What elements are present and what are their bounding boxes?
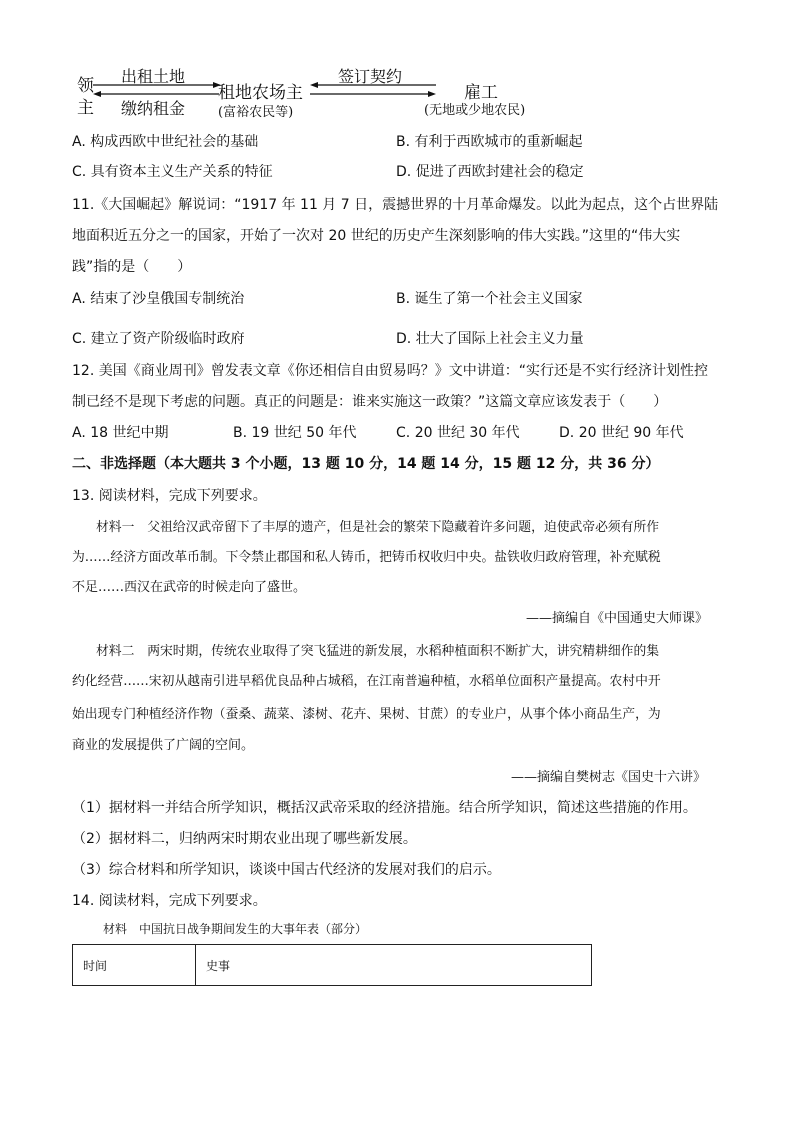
- hired-worker-label: 雇工: [464, 83, 498, 103]
- header-event: 史事: [196, 945, 592, 986]
- tenant-farmer-label: 租地农场主: [218, 83, 303, 103]
- q11-stem-line2: 地面积近五分之一的国家，开始了一次对 20 世纪的历史产生深刻影响的伟大实践。”这里的“伟大实: [72, 228, 681, 244]
- q10-option-d[interactable]: D. 促进了西欧封建社会的稳定: [396, 164, 584, 180]
- q12-option-a[interactable]: A. 18 世纪中期: [72, 425, 169, 441]
- q12-option-b[interactable]: B. 19 世纪 50 年代: [233, 425, 357, 441]
- q10-option-b[interactable]: B. 有利于西欧城市的重新崛起: [396, 134, 583, 150]
- lord-label-top: 领: [77, 76, 94, 96]
- q13-requirement-1: （1）据材料一并结合所学知识，概括汉武帝采取的经济措施。结合所学知识，简述这些措施的作用。: [72, 800, 697, 816]
- q13-requirement-2: （2）据材料二，归纳两宋时期农业出现了哪些新发展。: [72, 831, 417, 847]
- pay-rent-label: 缴纳租金: [121, 99, 186, 118]
- q13-material2-line2: 约化经营……宋初从越南引进早稻优良品种占城稻，在江南普遍种植，水稻单位面积产量提高。农村中开: [72, 674, 661, 689]
- q14-intro: 14. 阅读材料，完成下列要求。: [72, 893, 267, 909]
- q13-intro: 13. 阅读材料，完成下列要求。: [72, 488, 267, 504]
- q11-option-b[interactable]: B. 诞生了第一个社会主义国家: [396, 291, 583, 307]
- tenant-note: (富裕农民等): [218, 105, 294, 120]
- q13-material1-line3: 不足……西汉在武帝的时候走向了盛世。: [72, 580, 307, 595]
- worker-note: (无地或少地农民): [424, 103, 526, 118]
- contract-arrows: [310, 82, 438, 98]
- q13-material2-line3: 始出现专门种植经济作物（蚕桑、蔬菜、漆树、花卉、果树、甘蔗）的专业户，从事个体小商品生产，为: [72, 707, 661, 722]
- q12-stem-line2: 制已经不是现下考虑的问题。真正的问题是：谁来实施这一政策？”这篇文章应该发表于（ ）: [72, 394, 668, 410]
- q11-option-d[interactable]: D. 壮大了国际上社会主义力量: [396, 331, 584, 347]
- lord-label-bottom: 主: [77, 98, 94, 118]
- q13-requirement-3: （3）综合材料和所学知识，谈谈中国古代经济的发展对我们的启示。: [72, 862, 501, 878]
- q12-stem-line1: 12. 美国《商业周刊》曾发表文章《你还相信自由贸易吗？》文中讲道：“实行还是不实行经济计划性控: [72, 363, 708, 379]
- q10-option-c[interactable]: C. 具有资本主义生产关系的特征: [72, 164, 273, 180]
- q12-option-c[interactable]: C. 20 世纪 30 年代: [396, 425, 520, 441]
- sign-contract-label: 签订契约: [338, 67, 403, 86]
- q13-material2-line4: 商业的发展提供了广阔的空间。: [72, 738, 255, 753]
- q13-material1-source: ——摘编自《中国通史大师课》: [526, 611, 709, 626]
- table-header-row: [73, 945, 592, 986]
- q13-material2-line1: 材料二 两宋时期，传统农业取得了突飞猛进的新发展，水稻种植面积不断扩大，讲究精耕细作的集: [96, 644, 660, 659]
- q11-option-a[interactable]: A. 结束了沙皇俄国专制统治: [72, 291, 245, 307]
- q13-material1-line2: 为……经济方面改革币制。下令禁止郡国和私人铸币，把铸币权收归中央。盐铁收归政府管理，补充赋税: [72, 550, 661, 565]
- q14-material-title: 材料 中国抗日战争期间发生的大事年表（部分）: [103, 922, 368, 936]
- q11-option-c[interactable]: C. 建立了资产阶级临时政府: [72, 331, 245, 347]
- header-time: 时间: [73, 945, 196, 986]
- q11-stem-line1: 11.《大国崛起》解说词：“1917 年 11 月 7 日，震撼世界的十月革命爆发。以此为起点，这个占世界陆: [72, 197, 719, 213]
- q13-material1-line1: 材料一 父祖给汉武帝留下了丰厚的遗产，但是社会的繁荣下隐藏着许多问题，迫使武帝必须有所作: [96, 520, 660, 535]
- q10-option-a[interactable]: A. 构成西欧中世纪社会的基础: [72, 134, 259, 150]
- events-table: [72, 944, 592, 986]
- q12-option-d[interactable]: D. 20 世纪 90 年代: [559, 425, 684, 441]
- q11-stem-line3: 践”指的是（ ）: [72, 259, 192, 275]
- section-heading: 二、非选择题（本大题共 3 个小题，13 题 10 分，14 题 14 分，15 题 12 分，共 36 分）: [72, 456, 660, 472]
- lease-land-label: 出租土地: [121, 67, 186, 86]
- q13-material2-source: ——摘编自樊树志《国史十六讲》: [511, 770, 707, 785]
